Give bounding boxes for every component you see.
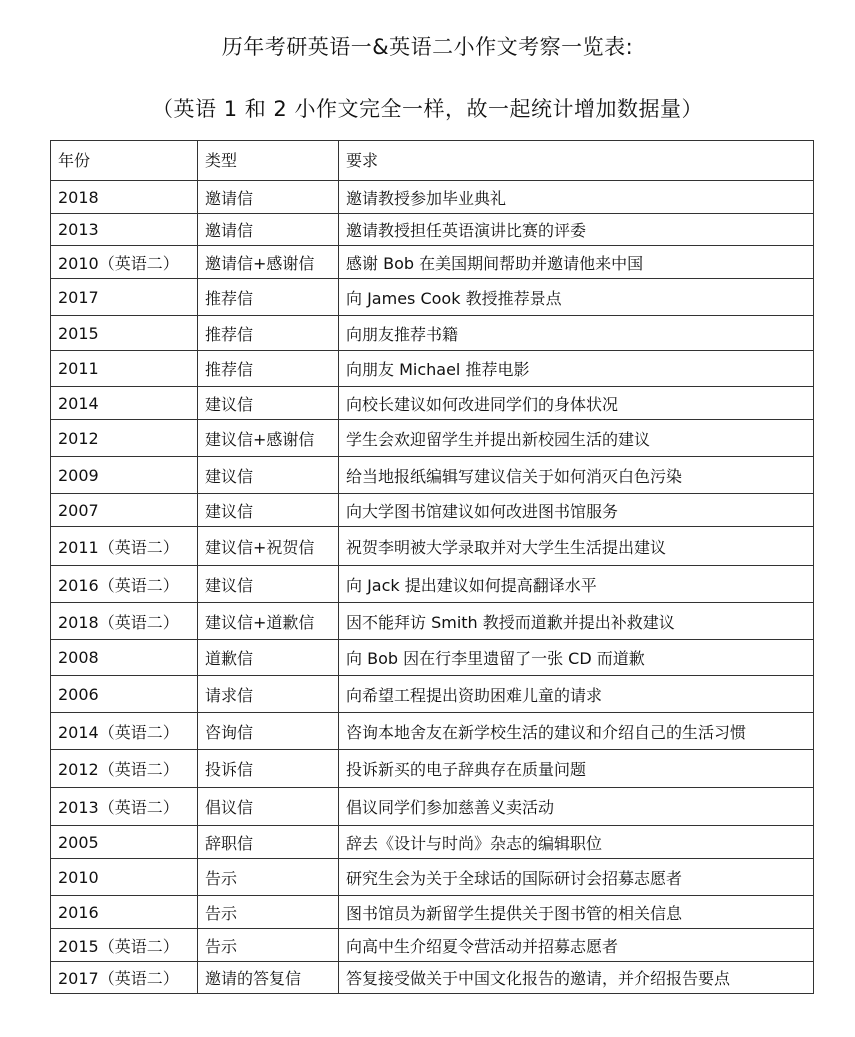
cell-requirement: 投诉新买的电子辞典存在质量问题	[339, 750, 814, 788]
cell-year: 2013（英语二）	[51, 788, 198, 826]
cell-requirement: 邀请教授担任英语演讲比赛的评委	[339, 214, 814, 246]
exam-topics-table	[50, 140, 814, 994]
cell-year: 2007	[51, 494, 198, 527]
table-row	[51, 181, 814, 214]
table-row	[51, 527, 814, 566]
cell-year: 2018（英语二）	[51, 603, 198, 640]
cell-year: 2010（英语二）	[51, 246, 198, 279]
cell-type: 建议信+祝贺信	[198, 527, 339, 566]
cell-type: 建议信+道歉信	[198, 603, 339, 640]
table-row	[51, 494, 814, 527]
cell-type: 建议信	[198, 387, 339, 420]
table-row	[51, 826, 814, 859]
table-row	[51, 566, 814, 603]
cell-type: 建议信	[198, 457, 339, 494]
cell-type: 告示	[198, 896, 339, 929]
cell-year: 2011	[51, 351, 198, 387]
cell-requirement: 因不能拜访 Smith 教授而道歉并提出补救建议	[339, 603, 814, 640]
cell-requirement: 图书馆员为新留学生提供关于图书管的相关信息	[339, 896, 814, 929]
table-row	[51, 420, 814, 457]
cell-requirement: 答复接受做关于中国文化报告的邀请，并介绍报告要点	[339, 962, 814, 994]
cell-requirement: 向高中生介绍夏令营活动并招募志愿者	[339, 929, 814, 962]
table-header-row	[51, 141, 814, 181]
table-row	[51, 962, 814, 994]
cell-type: 建议信	[198, 494, 339, 527]
table-row	[51, 457, 814, 494]
cell-type: 倡议信	[198, 788, 339, 826]
cell-requirement: 研究生会为关于全球话的国际研讨会招募志愿者	[339, 859, 814, 896]
cell-type: 推荐信	[198, 351, 339, 387]
table-row	[51, 676, 814, 713]
cell-type: 咨询信	[198, 713, 339, 750]
cell-requirement: 辞去《设计与时尚》杂志的编辑职位	[339, 826, 814, 859]
cell-year: 2015（英语二）	[51, 929, 198, 962]
cell-year: 2006	[51, 676, 198, 713]
cell-requirement: 邀请教授参加毕业典礼	[339, 181, 814, 214]
cell-requirement: 向 Bob 因在行李里遗留了一张 CD 而道歉	[339, 640, 814, 676]
table-row	[51, 316, 814, 351]
cell-requirement: 倡议同学们参加慈善义卖活动	[339, 788, 814, 826]
header-requirement: 要求	[339, 141, 814, 181]
cell-type: 邀请的答复信	[198, 962, 339, 994]
cell-type: 投诉信	[198, 750, 339, 788]
cell-type: 邀请信	[198, 214, 339, 246]
table-row	[51, 929, 814, 962]
cell-year: 2010	[51, 859, 198, 896]
cell-requirement: 咨询本地舍友在新学校生活的建议和介绍自己的生活习惯	[339, 713, 814, 750]
table-row	[51, 351, 814, 387]
cell-type: 请求信	[198, 676, 339, 713]
header-type: 类型	[198, 141, 339, 181]
cell-requirement: 向希望工程提出资助困难儿童的请求	[339, 676, 814, 713]
cell-type: 邀请信+感谢信	[198, 246, 339, 279]
cell-type: 告示	[198, 859, 339, 896]
cell-requirement: 感谢 Bob 在美国期间帮助并邀请他来中国	[339, 246, 814, 279]
cell-type: 建议信+感谢信	[198, 420, 339, 457]
table-row	[51, 640, 814, 676]
cell-year: 2013	[51, 214, 198, 246]
cell-year: 2014（英语二）	[51, 713, 198, 750]
cell-type: 告示	[198, 929, 339, 962]
table-row	[51, 279, 814, 316]
cell-year: 2011（英语二）	[51, 527, 198, 566]
cell-year: 2016	[51, 896, 198, 929]
cell-requirement: 向朋友 Michael 推荐电影	[339, 351, 814, 387]
cell-year: 2016（英语二）	[51, 566, 198, 603]
cell-requirement: 学生会欢迎留学生并提出新校园生活的建议	[339, 420, 814, 457]
page-subtitle: （英语 1 和 2 小作文完全一样，故一起统计增加数据量）	[152, 97, 703, 121]
cell-year: 2017（英语二）	[51, 962, 198, 994]
cell-type: 辞职信	[198, 826, 339, 859]
cell-year: 2009	[51, 457, 198, 494]
cell-year: 2014	[51, 387, 198, 420]
cell-type: 道歉信	[198, 640, 339, 676]
table-row	[51, 713, 814, 750]
cell-requirement: 向 James Cook 教授推荐景点	[339, 279, 814, 316]
table-row	[51, 859, 814, 896]
cell-requirement: 向朋友推荐书籍	[339, 316, 814, 351]
cell-requirement: 给当地报纸编辑写建议信关于如何消灭白色污染	[339, 457, 814, 494]
cell-requirement: 向大学图书馆建议如何改进图书馆服务	[339, 494, 814, 527]
cell-requirement: 向 Jack 提出建议如何提高翻译水平	[339, 566, 814, 603]
cell-type: 邀请信	[198, 181, 339, 214]
cell-year: 2015	[51, 316, 198, 351]
header-year: 年份	[51, 141, 198, 181]
table-row	[51, 896, 814, 929]
cell-year: 2017	[51, 279, 198, 316]
page-title: 历年考研英语一&英语二小作文考察一览表:	[221, 35, 634, 59]
cell-type: 建议信	[198, 566, 339, 603]
table-row	[51, 214, 814, 246]
cell-requirement: 祝贺李明被大学录取并对大学生生活提出建议	[339, 527, 814, 566]
cell-type: 推荐信	[198, 316, 339, 351]
cell-year: 2012（英语二）	[51, 750, 198, 788]
table-row	[51, 603, 814, 640]
table-body	[51, 181, 814, 994]
cell-year: 2018	[51, 181, 198, 214]
table-row	[51, 750, 814, 788]
cell-requirement: 向校长建议如何改进同学们的身体状况	[339, 387, 814, 420]
cell-type: 推荐信	[198, 279, 339, 316]
table-row	[51, 387, 814, 420]
cell-year: 2012	[51, 420, 198, 457]
cell-year: 2005	[51, 826, 198, 859]
table-row	[51, 788, 814, 826]
cell-year: 2008	[51, 640, 198, 676]
table-row	[51, 246, 814, 279]
